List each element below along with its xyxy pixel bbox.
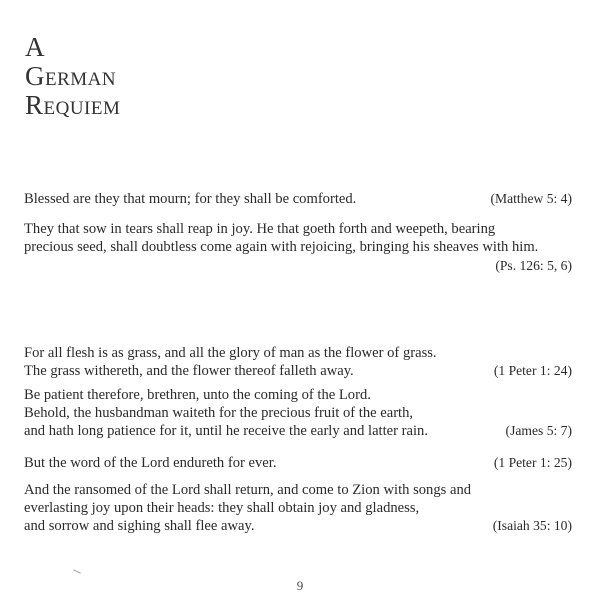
scripture-reference: (1 Peter 1: 24)	[493, 363, 572, 378]
verse-line: But the word of the Lord endureth for ever.	[24, 455, 277, 471]
verse-line: precious seed, shall doubtless come again with rejoicing, bringing his sheaves with him.	[24, 239, 539, 255]
verse-line: And the ransomed of the Lord shall return, and come to Zion with songs and	[24, 482, 472, 498]
scripture-reference: (1 Peter 1: 25)	[493, 455, 572, 470]
scripture-reference: (Matthew 5: 4)	[490, 191, 572, 206]
scripture-reference: (James 5: 7)	[505, 423, 572, 438]
verse-line: Be patient therefore, brethren, unto the coming of the Lord.	[24, 387, 371, 403]
title-line-2: German	[25, 61, 117, 91]
verse-line: Blessed are they that mourn; for they shall be comforted.	[24, 191, 357, 207]
verse-line: everlasting joy upon their heads: they shall obtain joy and gladness,	[24, 500, 420, 516]
verse-line: Behold, the husbandman waiteth for the precious fruit of the earth,	[24, 405, 414, 421]
title-line-1: A	[25, 32, 45, 62]
verse-line: and hath long patience for it, until he receive the early and latter rain.	[24, 423, 428, 439]
page-title	[25, 34, 120, 121]
verse-line: For all flesh is as grass, and all the glory of man as the flower of grass.	[24, 345, 437, 361]
page-number: 9	[296, 578, 304, 593]
verse-matthew	[24, 190, 572, 208]
verse-peter-25	[24, 454, 572, 472]
verse-line: The grass withereth, and the flower thereof falleth away.	[24, 363, 354, 379]
verse-line: They that sow in tears shall reap in joy. He that goeth forth and weepeth, bearing	[24, 221, 496, 237]
scripture-reference: (Ps. 126: 5, 6)	[495, 258, 572, 273]
verse-james	[24, 386, 572, 440]
title-line-3: Requiem	[25, 90, 121, 120]
verse-isaiah	[24, 481, 572, 535]
stray-mark	[73, 569, 81, 573]
verse-line: and sorrow and sighing shall flee away.	[24, 518, 255, 534]
scripture-reference: (Isaiah 35: 10)	[492, 518, 572, 533]
verse-peter-24	[24, 344, 572, 380]
verse-psalm	[24, 220, 572, 273]
